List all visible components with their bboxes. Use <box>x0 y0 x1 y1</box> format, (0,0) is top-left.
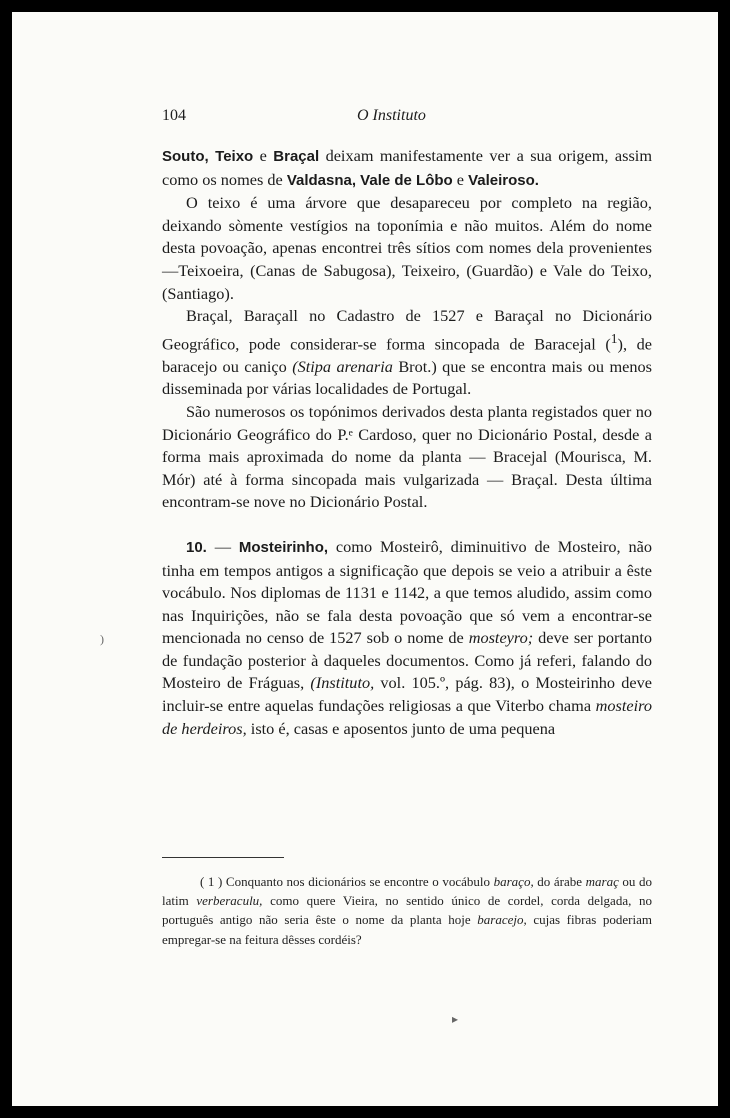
page-number: 104 <box>162 107 186 124</box>
running-title: O Instituto <box>357 107 426 124</box>
section-number: 10. <box>186 538 207 556</box>
place-name-valeiroso: Valeiroso. <box>468 171 539 189</box>
page-header <box>162 107 602 129</box>
paragraph-1: Souto, Teixo e Braçal deixam manifestamente ver a sua origem, assim como os nomes de Valdasna, Vale de Lôbo e Valeiroso. <box>162 146 652 189</box>
footnote: ( 1 ) Conquanto nos dicionários se encontre o vocábulo baraço, do árabe maraç ou do latim verberaculu, como quere Vieira, no sentido único de cordel, corda delgada, no português antigo não seria êste o nome da planta hoje baracejo, cujas fibras poderiam empregar-se na feitura dêsses cordéis? <box>162 874 653 947</box>
paragraph-4: São numerosos os topónimos derivados desta planta registados quer no Dicionário Geográfico do P.ᵉ Cardoso, quer no Dicionário Postal, desde a forma mais aproximada do nome da planta — Bracejal (Mourisca, M. Mór) até à forma sincopada mais vulgarizada — Braçal. Desta última encontram-se nove no Dicionário Postal. <box>162 401 652 512</box>
section-10: 10. — Mosteirinho, como Mosteirô, diminuitivo de Mosteiro, não tinha em tempos antigos a significação que depois se veio a atribuir a êste vocábulo. Nos diplomas de 1131 e 1142, a que temos aludido, assim como nas Inquirições, não se fala desta povoação que só vem a encontrar-se mencionada no censo de 1527 sob o nome de mosteyro; deve ser portanto de fundação posterior à daqueles documentos. Como já referi, falando do Mosteiro de Fráguas, (Instituto, vol. 105.º, pág. 83), o Mosteirinho deve incluir-se entre aquelas fundações religiosas a que Viterbo chama mosteiro de herdeiros, isto é, casas e aposentos junto de uma pequena <box>162 536 652 738</box>
section-title: Mosteirinho, <box>238 538 329 556</box>
book-page <box>12 12 718 1106</box>
footnote-reference: 1 <box>610 330 618 346</box>
body-text <box>162 145 652 740</box>
scan-speck: ▸ <box>452 1012 459 1026</box>
footnote-marker: ( 1 ) <box>200 874 223 889</box>
scan-speck: ) <box>100 632 104 646</box>
footnote-divider <box>162 857 284 858</box>
place-name-valdasna: Valdasna, Vale de Lôbo <box>286 171 453 189</box>
paragraph-2: O teixo é uma árvore que desapareceu por completo na região, deixando sòmente vestígios na toponímia e não muitos. Além do nome desta povoação, apenas encontrei três sítios com nomes dela provenientes—Teixoeira, (Canas de Sabugosa), Teixeiro, (Guardão) e Vale do Teixo, (Santiago). <box>162 193 652 303</box>
paragraph-3: Braçal, Baraçall no Cadastro de 1527 e Baraçal no Dicionário Geográfico, pode considerar-se forma sincopada de Baracejal ($^1$), de baracejo ou caniço (Stipa arenaria Brot.) que se encontra mais ou menos disseminada por várias localidades de Portugal. <box>162 306 652 399</box>
place-name-bracal: Braçal <box>273 148 320 165</box>
place-name-souto-teixo: Souto, Teixo <box>162 148 254 165</box>
